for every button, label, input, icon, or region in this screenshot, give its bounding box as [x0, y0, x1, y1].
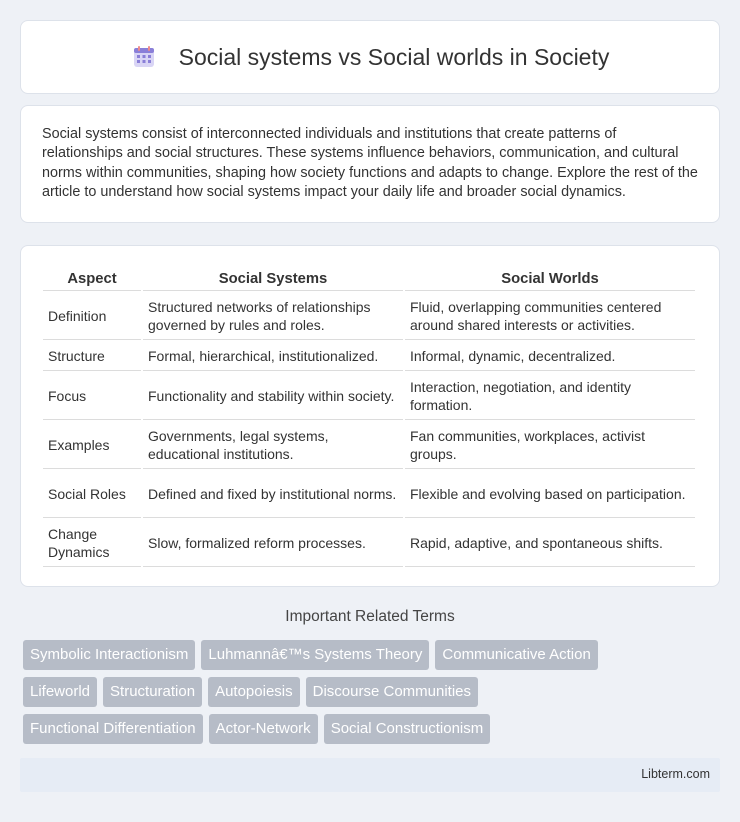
- tag-luhmann-systems-theory[interactable]: Luhmannâ€™s Systems Theory: [201, 640, 429, 670]
- tag-communicative-action[interactable]: Communicative Action: [435, 640, 597, 670]
- row-social-worlds: Interaction, negotiation, and identity formation.: [405, 373, 695, 420]
- row-social-systems: Governments, legal systems, educational institutions.: [143, 422, 403, 469]
- table-row: [43, 520, 695, 567]
- row-social-systems: Formal, hierarchical, institutionalized.: [143, 342, 403, 371]
- table-row: [43, 342, 695, 371]
- footer-site-link[interactable]: Libterm.com: [641, 767, 710, 781]
- tag-social-constructionism[interactable]: Social Constructionism: [324, 714, 491, 744]
- row-aspect: Definition: [43, 293, 141, 340]
- table-header-row: [43, 267, 695, 291]
- related-terms-list: [23, 640, 723, 751]
- row-social-worlds: Fluid, overlapping communities centered around shared interests or activities.: [405, 293, 695, 340]
- footer: [20, 758, 720, 792]
- page-title: Social systems vs Social worlds in Society: [178, 43, 610, 70]
- intro-card: [20, 105, 720, 223]
- row-social-systems: Structured networks of relationships governed by rules and roles.: [143, 293, 403, 340]
- intro-text: Social systems consist of interconnected individuals and institutions that create patterns of relationships and social structures. These systems influence behaviors, communication, and cultural norms within communities, shaping how society functions and adapts to change. Explore the rest of the article to understand how social systems impact your daily life and broader social dynamics.: [42, 126, 698, 201]
- row-social-systems: Functionality and stability within society.: [143, 373, 403, 420]
- calendar-grid-icon: [131, 44, 157, 70]
- tag-row: [23, 714, 723, 744]
- header-social-worlds: Social Worlds: [405, 267, 695, 291]
- tag-functional-differentiation[interactable]: Functional Differentiation: [23, 714, 203, 744]
- table-row: [43, 471, 695, 518]
- tag-discourse-communities[interactable]: Discourse Communities: [306, 677, 478, 707]
- row-social-systems: Slow, formalized reform processes.: [143, 520, 403, 567]
- row-aspect: Change Dynamics: [43, 520, 141, 567]
- tag-actor-network[interactable]: Actor-Network: [209, 714, 318, 744]
- table-row: [43, 373, 695, 420]
- related-terms-title: Important Related Terms: [285, 608, 455, 625]
- row-aspect: Focus: [43, 373, 141, 420]
- row-social-systems: Defined and fixed by institutional norms.: [143, 471, 403, 518]
- row-social-worlds: Flexible and evolving based on participation.: [405, 471, 695, 518]
- row-aspect: Examples: [43, 422, 141, 469]
- table-row: [43, 422, 695, 469]
- header-aspect: Aspect: [43, 267, 141, 291]
- tag-lifeworld[interactable]: Lifeworld: [23, 677, 97, 707]
- tag-symbolic-interactionism[interactable]: Symbolic Interactionism: [23, 640, 195, 670]
- row-social-worlds: Fan communities, workplaces, activist groups.: [405, 422, 695, 469]
- tag-autopoiesis[interactable]: Autopoiesis: [208, 677, 300, 707]
- row-aspect: Social Roles: [43, 471, 141, 518]
- tag-structuration[interactable]: Structuration: [103, 677, 202, 707]
- row-social-worlds: Informal, dynamic, decentralized.: [405, 342, 695, 371]
- tag-row: [23, 677, 723, 707]
- row-social-worlds: Rapid, adaptive, and spontaneous shifts.: [405, 520, 695, 567]
- comparison-card: [20, 245, 720, 587]
- table-row: [43, 293, 695, 340]
- comparison-table: [41, 265, 697, 569]
- header-card: [20, 20, 720, 94]
- header-social-systems: Social Systems: [143, 267, 403, 291]
- row-aspect: Structure: [43, 342, 141, 371]
- tag-row: [23, 640, 723, 670]
